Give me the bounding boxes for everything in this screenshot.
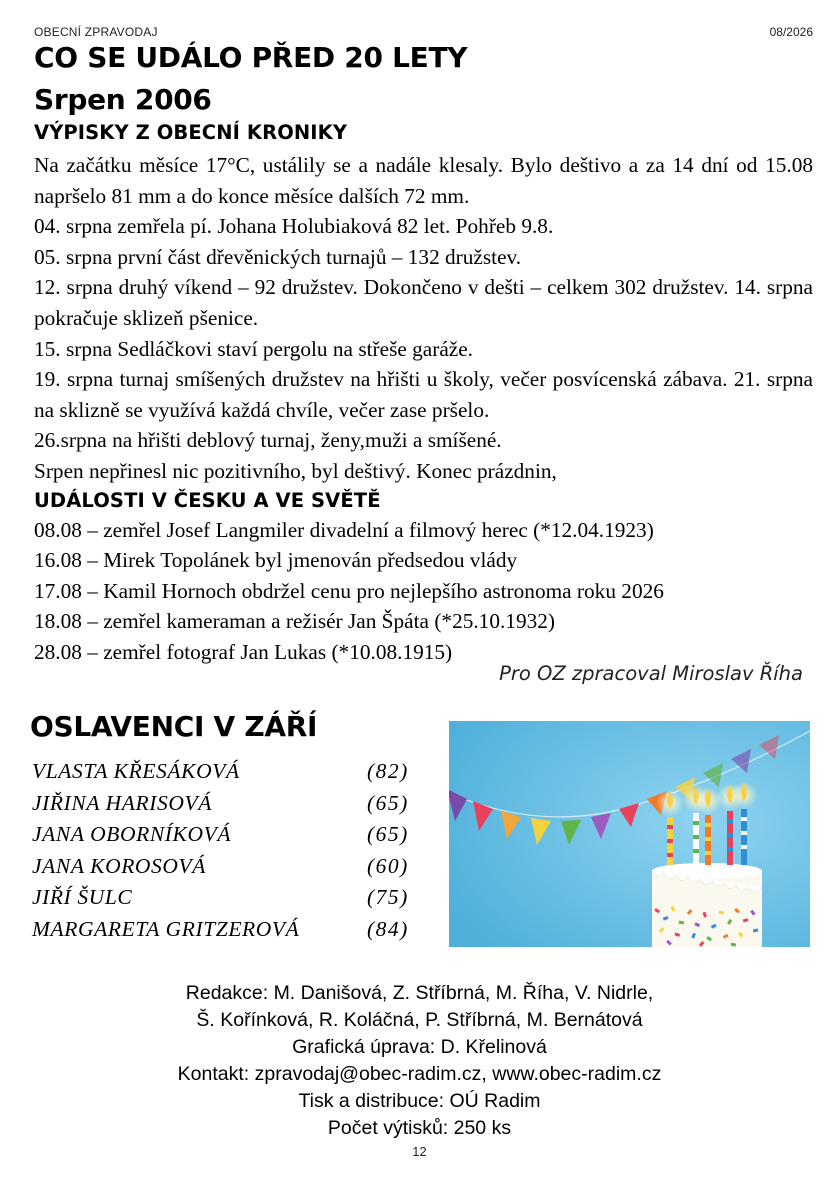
events-list [34,515,814,667]
credits-line: Počet výtisků: 250 ks [327,1117,512,1139]
birthday-row [32,882,416,914]
birthday-age: (65) [367,822,409,847]
credits-line: Kontakt: zpravodaj@obec-radim.cz, www.obec-radim.cz [177,1063,662,1085]
birthday-name: JANA KOROSOVÁ [32,853,207,878]
page-subtitle: Srpen 2006 [34,83,212,116]
event-item: 17.08 – Kamil Hornoch obdržel cenu pro nejlepšího astronoma roku 2026 [34,578,664,603]
birthdays-heading: OSLAVENCI V ZÁŘÍ [30,710,318,743]
event-item: 18.08 – zemřel kameraman a režisér Jan Špáta (*25.10.1932) [34,609,555,634]
chronicle-paragraph: 15. srpna Sedláčkovi staví pergolu na střeše garáže. [34,336,474,361]
author-signature: Pro OZ zpracoval Miroslav Říha [499,662,803,685]
birthday-name: JIŘINA HARISOVÁ [32,790,212,815]
editorial-credits [0,980,839,1142]
events-heading: UDÁLOSTI V ČESKU A VE SVĚTĚ [34,489,381,512]
credits-line: Tisk a distribuce: OÚ Radim [298,1090,541,1112]
birthday-name: JANA OBORNÍKOVÁ [32,822,232,847]
event-item: 08.08 – zemřel Josef Langmiler divadelní a filmový herec (*12.04.1923) [34,518,654,542]
birthday-row [32,756,416,788]
birthday-age: (84) [367,916,409,941]
birthday-row [32,851,416,883]
chronicle-paragraph: 12. srpna druhý víkend – 92 družstev. Dokončeno v dešti – celkem 302 družstev. 14. srpna pokračuje sklizeň pšenice. [34,275,813,330]
chronicle-paragraph: Srpen nepřinesl nic pozitivního, byl deštivý. Konec prázdnin, [34,458,557,483]
birthday-age: (82) [367,759,409,783]
chronicle-paragraph: 26.srpna na hřišti deblový turnaj, ženy,muži a smíšené. [34,428,502,453]
birthday-row [32,914,416,946]
chronicle-paragraph: Na začátku měsíce 17°C, ustálily se a nadále klesaly. Bylo deštivo a za 14 dní od 15.08 napršelo 81 mm a do konce měsíce dalších 72 mm. [34,153,813,208]
chronicle-paragraph: 05. srpna první část dřevěnických turnajů – 132 družstev. [34,244,522,269]
event-item: 16.08 – Mirek Topolánek byl jmenován předsedou vlády [34,548,518,573]
birthday-row [32,819,416,851]
birthday-row [32,788,416,820]
birthday-age: (60) [367,853,409,878]
page-number: 12 [412,1144,427,1159]
birthday-name: MARGARETA GRITZEROVÁ [32,916,300,941]
credits-line: Grafická úprava: D. Křelinová [292,1036,547,1058]
chronicle-paragraph: 04. srpna zemřela pí. Johana Holubiaková 82 let. Pohřeb 9.8. [34,214,554,239]
birthday-name: JIŘÍ ŠULC [32,885,133,910]
page-title: CO SE UDÁLO PŘED 20 LETY [34,41,468,74]
birthday-cake-photo [449,721,810,947]
chronicle-heading: VÝPISKY Z OBECNÍ KRONIKY [34,121,348,144]
credits-line: Redakce: M. Danišová, Z. Stříbrná, M. Říha, V. Nidrle, [185,982,654,1004]
birthday-age: (65) [367,790,409,815]
chronicle-text [34,150,813,487]
birthday-list [32,756,416,946]
newsletter-name: OBECNÍ ZPRAVODAJ [34,25,158,39]
birthday-age: (75) [367,885,409,910]
issue-date: 08/2026 [769,25,813,39]
chronicle-paragraph: 19. srpna turnaj smíšených družstev na hřišti u školy, večer posvícenská zábava. 21. srpna na sklizně se využívá každá chvíle, večer zase pršelo. [34,367,813,422]
birthday-name: VLASTA KŘESÁKOVÁ [32,759,240,783]
credits-line: Š. Kořínková, R. Koláčná, P. Stříbrná, M. Bernátová [196,1009,643,1031]
event-item: 28.08 – zemřel fotograf Jan Lukas (*10.08.1915) [34,639,453,664]
